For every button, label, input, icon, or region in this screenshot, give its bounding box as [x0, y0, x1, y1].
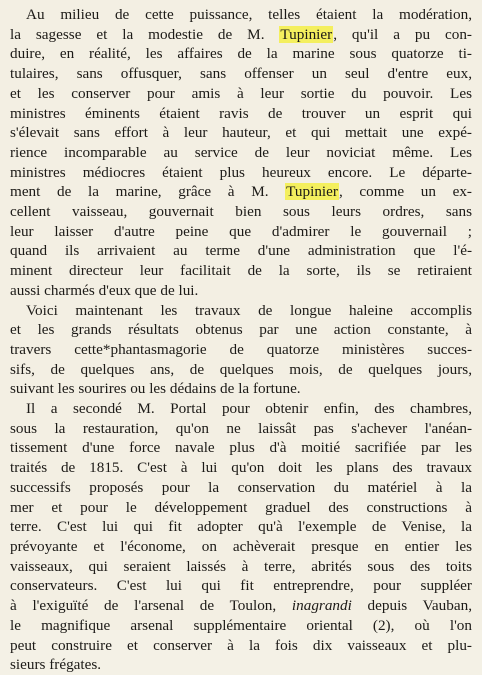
text-line	[10, 44, 472, 64]
text-line	[10, 104, 472, 124]
text-segment: sous la restauration, qu'on ne laissât pas s'achever l'anéan-	[10, 419, 472, 437]
text-line	[10, 143, 472, 163]
text-line	[10, 537, 472, 557]
text-segment: la sagesse et la modestie de M.	[10, 25, 280, 43]
text-line	[10, 123, 472, 143]
text-line	[10, 182, 472, 202]
text-segment: le magnifique arsenal supplémentaire oriental (2), où l'on	[10, 616, 472, 634]
text-line	[10, 261, 472, 281]
text-segment: ministres médiocres étaient plus heureux encore. Le départe-	[10, 163, 472, 181]
text-line	[10, 517, 472, 537]
text-line	[10, 320, 472, 340]
text-segment: Il a secondé M. Portal pour obtenir enfin, des chambres,	[26, 400, 472, 418]
text-segment: quand ils arrivaient au terme d'une administration que l'é-	[10, 242, 472, 260]
text-line	[10, 25, 472, 45]
text-line	[10, 64, 472, 84]
text-segment: , comme un ex-	[338, 183, 472, 201]
paragraph	[10, 399, 472, 675]
text-segment: Au milieu de cette puissance, telles étaient la modération,	[26, 6, 472, 23]
text-segment: suivant les sourires ou les dédains de la fortune.	[10, 380, 301, 398]
text-segment: ministres éminents étaient ravis de trouver un esprit qui	[10, 104, 472, 122]
text-segment: prévoyante et l'économe, on achèverait presque en entier les	[10, 537, 472, 555]
text-segment: duire, en réalité, les affaires de la marine sous quatorze ti-	[10, 45, 472, 63]
text-line	[10, 84, 472, 104]
text-segment: leur laisser d'autre peine que d'admirer le gouvernail ;	[10, 222, 472, 240]
text-segment: sieurs frégates.	[10, 656, 102, 674]
text-line	[10, 241, 472, 261]
text-line	[10, 458, 472, 478]
paragraph	[10, 301, 472, 400]
text-segment: et les conserver pour amis à leur sortie du pouvoir. Les	[10, 84, 472, 102]
text-segment: aussi charmés d'eux que de lui.	[10, 281, 199, 299]
highlighted-term: Tupinier	[286, 183, 338, 201]
text-segment: minent directeur leur facilitait de la sorte, ils se retiraient	[10, 262, 472, 280]
text-segment: travers cette*phantasmagorie de quatorze ministères succes-	[10, 340, 472, 358]
text-line	[10, 636, 472, 656]
text-segment: tissement d'une force navale plus d'à moitié sacrifiée par les	[10, 439, 472, 457]
article-text	[10, 5, 472, 675]
text-line	[10, 478, 472, 498]
text-line	[10, 202, 472, 222]
text-segment: , qu'il a pu con-	[333, 25, 472, 43]
text-line	[10, 596, 472, 616]
text-segment: Voici maintenant les travaux de longue haleine accomplis	[26, 301, 472, 319]
italic-word: inagrandi	[291, 597, 352, 615]
text-line	[10, 5, 472, 25]
text-line	[10, 222, 472, 242]
text-segment: tulaires, sans offusquer, sans offenser un seul d'entre eux,	[10, 65, 472, 83]
text-segment: mer et pour le développement graduel des constructions à	[10, 498, 472, 516]
highlighted-term: Tupinier	[280, 25, 333, 43]
text-segment: terre. C'est lui qui fit adopter qu'à l'exemple de Venise, la	[10, 518, 472, 536]
text-line	[10, 576, 472, 596]
text-segment: cellent vaisseau, gouvernait bien sous leurs ordres, sans	[10, 203, 472, 221]
text-segment: conservateurs. C'est lui qui fit entreprendre, pour suppléer	[10, 577, 472, 595]
text-line	[10, 340, 472, 360]
text-line	[10, 379, 472, 399]
text-line	[10, 419, 472, 439]
text-segment: s'élevait sans effort à leur hauteur, et qui mettait une expé-	[10, 124, 472, 142]
text-segment: peut construire et conserver à la fois dix vaisseaux et plu-	[10, 636, 472, 654]
text-segment: traités de 1815. C'est à lui qu'on doit les plans des travaux	[10, 459, 472, 477]
text-segment: rience incomparable au service de leur noviciat même. Les	[10, 143, 472, 161]
text-segment: successifs proposés pour la conservation du matériel à la	[10, 478, 472, 496]
text-segment: depuis Vauban,	[351, 597, 472, 615]
text-segment: sifs, de quelques ans, de quelques mois, de quelques jours,	[10, 360, 472, 378]
text-segment: à l'exiguïté de l'arsenal de Toulon,	[10, 597, 292, 615]
text-line	[10, 399, 472, 419]
text-segment: ment de la marine, grâce à M.	[10, 183, 286, 201]
text-line	[10, 498, 472, 518]
text-line	[10, 438, 472, 458]
text-segment: et les grands résultats obtenus par une action constante, à	[10, 321, 472, 339]
text-line	[10, 616, 472, 636]
text-line	[10, 163, 472, 183]
text-line	[10, 360, 472, 380]
text-segment: vaisseaux, qui seraient laissés à terre, abrités sous des toits	[10, 557, 472, 575]
text-line	[10, 301, 472, 321]
text-line	[10, 557, 472, 577]
text-line	[10, 281, 472, 301]
paragraph	[10, 5, 472, 301]
text-line	[10, 655, 472, 675]
